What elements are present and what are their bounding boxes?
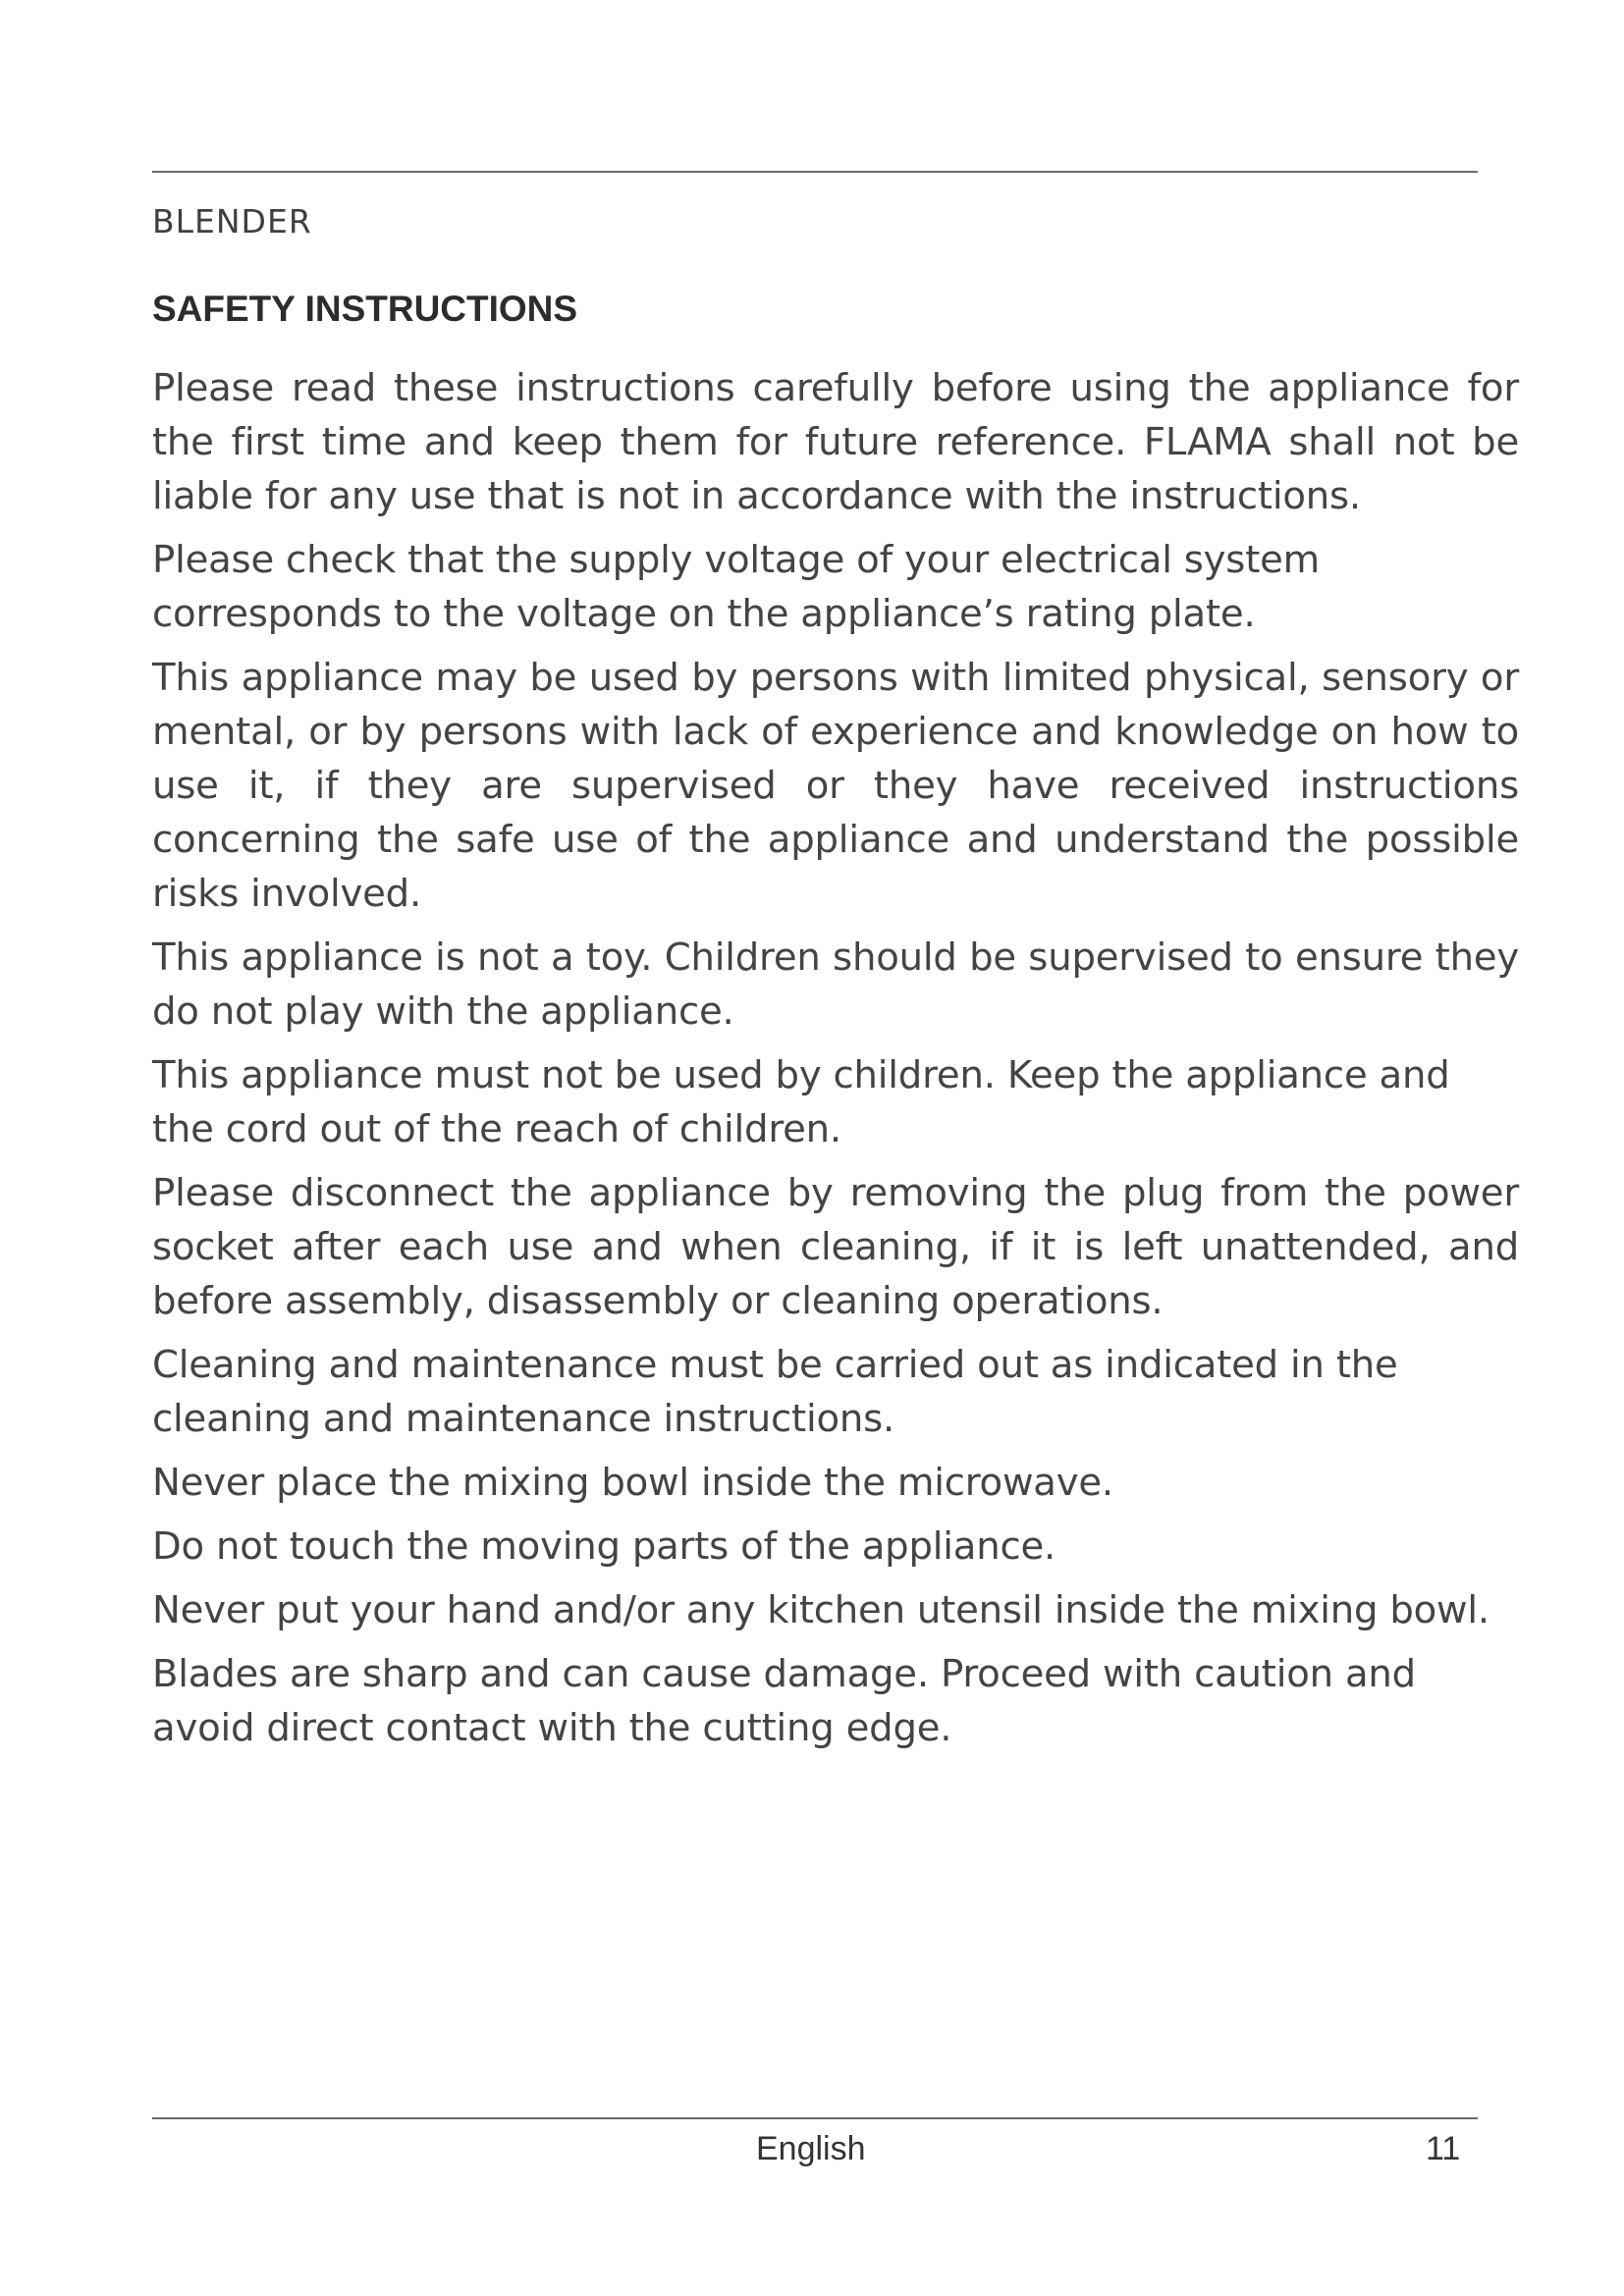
paragraph-moving-parts: Do not touch the moving parts of the appliance. — [152, 1524, 1056, 1569]
paragraph-disconnect: Please disconnect the appliance by removing the plug from the power socket after each use and when cleaning, if it is left unattended, and before assembly, disassembly or cleaning operations. — [152, 1171, 1519, 1323]
paragraph-supply-voltage: Please check that the supply voltage of your electrical system corresponds to the voltage on the appliance’s rating plate. — [152, 538, 1321, 636]
paragraph-cleaning: Cleaning and maintenance must be carried out as indicated in the cleaning and maintenance instructions. — [152, 1343, 1398, 1441]
paragraph-microwave: Never place the mixing bowl inside the microwave. — [152, 1461, 1113, 1505]
footer-rule — [152, 2117, 1478, 2119]
section-label: BLENDER — [152, 202, 312, 240]
page-number: 11 — [1426, 2130, 1461, 2167]
instructions-body — [152, 361, 1519, 1765]
paragraph-not-a-toy: This appliance is not a toy. Children should be supervised to ensure they do not play with the appliance. — [152, 935, 1519, 1034]
paragraph-limited-capabilities: This appliance may be used by persons with limited physical, sensory or mental, or by persons with lack of experience and knowledge on how to use it, if they are supervised or they have received instructions concerning the safe use of the appliance and understand the possible risks involved. — [152, 656, 1519, 916]
page-title: SAFETY INSTRUCTIONS — [152, 289, 578, 329]
paragraph-hand-in-bowl: Never put your hand and/or any kitchen utensil inside the mixing bowl. — [152, 1588, 1489, 1632]
header-rule — [152, 171, 1478, 173]
footer-language: English — [756, 2130, 866, 2167]
paragraph-read-instructions: Please read these instructions carefully before using the appliance for the first time and keep them for future reference. FLAMA shall not be liable for any use that is not in accordance with the instructions. — [152, 366, 1519, 518]
paragraph-children: This appliance must not be used by children. Keep the appliance and the cord out of the reach of children. — [152, 1053, 1450, 1151]
paragraph-blades: Blades are sharp and can cause damage. Proceed with caution and avoid direct contact with the cutting edge. — [152, 1652, 1416, 1750]
